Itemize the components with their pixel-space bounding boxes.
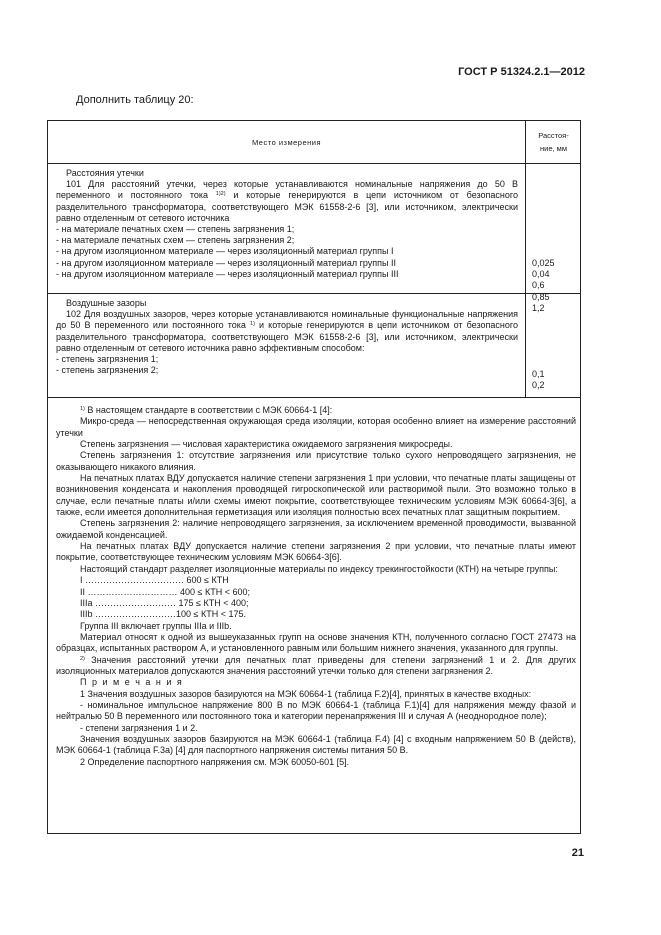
- table-notes: [56, 405, 576, 768]
- note-pollution-degree: Степень загрязнения — числовая характеристика ожидаемого загрязнения микросреды.: [80, 439, 453, 450]
- creepage-item: - на другом изоляционном материале — через изоляционный материал группы II: [56, 257, 396, 268]
- remark-1a: - номинальное импульсное напряжение 800 В по МЭК 60664-1 (таблица F.1)[4] для напряжения между фазой и нейтралью 50 В переменного или постоянного тока и категории перенапряжения III и случая А (неоднородное поле);: [56, 699, 576, 722]
- note-group-3: Группа III включает группы IIIa и IIIb.: [80, 620, 232, 631]
- header-distance-line1: Расстоя-: [538, 131, 569, 140]
- header-distance: [526, 121, 581, 163]
- footnote-2: $^{2)}$ Значения расстояний утечки для печатных плат приведены для степени загрязнений 1 и 2. Для других изоляционных материалов допускаются значения расстояний утечки только для степени загрязнения 2.: [56, 654, 576, 676]
- page-number: 21: [571, 847, 584, 859]
- remark-1: 1 Значения воздушных зазоров базируются на МЭК 60664-1 (таблица F.2)[4], принятых в качестве входных:: [80, 688, 532, 699]
- creepage-paragraph: 101 Для расстояний утечки, через которые устанавливаются номинальные напряжения до 50 В переменного и постоянного тока $^{1)2)}$ и которые генерируются в цепи источником от безопасного разделительного трансформатора, соответствующего МЭК 61558-2-6 [3], или источником, электрически равно отделенным от сетевого источника: [56, 179, 518, 223]
- creepage-item: - на материале печатных схем — степень загрязнения 2;: [56, 235, 295, 246]
- creepage-item: - на другом изоляционном материале — через изоляционный материал группы III: [56, 268, 399, 279]
- remark-1c: Значения воздушных зазоров базируются на МЭК 60664-1 (таблица F.4) [4] с входным напряжением 50 В (действ), МЭК 60664-1 (таблица F.3а) [4] для паспортного напряжения системы питания 50 В.: [56, 733, 576, 756]
- note-pollution-degree-1: Степень загрязнения 1: отсутствие загрязнения или присутствие только сухого непроводящего загрязнения, не оказывающего никакого влияния.: [56, 450, 576, 472]
- note-material: Материал относят к одной из вышеуказанных групп на основе значения КТН, полученного согласно ГОСТ 27473 на образцах, испытанных раствором А, и установленного равным или большим нижнего значения, указанного для группы.: [56, 631, 576, 654]
- material-group: IIIa ……………………… 175 ≤ КТН < 400;: [80, 597, 249, 608]
- creepage-value: 0,025: [532, 258, 555, 268]
- note-pcb-degree-2: На печатных платах ВДУ допускается наличие степени загрязнения 2 при условии, что печатные платы имеют покрытие, соответствующее техническим условиям МЭК 60664-3[6].: [56, 541, 576, 563]
- note-pcb-degree-1: На печатных платах ВДУ допускается наличие степени загрязнения 1 при условии, что печатные платы защищены от возникновения конденсата и накопления проводящей гигроскопической или растворимой пыли. Это возможно только в случае, если печатные платы и/или схемы имеют покрытие, соответствующее техническим условиям МЭК 60664-3[6], а также, если имеется дополнительная герметизация или изоляция полностью всех печатных плат защитным покрытием.: [56, 473, 576, 518]
- creepage-value: 0,04: [532, 269, 550, 280]
- header-divider: [48, 163, 580, 164]
- clearance-paragraph: 102 Для воздушных зазоров, через которые устанавливаются номинальные функциональные напряжения до 50 В переменного или постоянного тока $^{1)}$ и которые генерируются в цепи источником от безопасного разделительного трансформатора, соответствующего МЭК 61558-2-6 [3], или источником, электрически равно отделенным от сетевого источника равно эффективным способом:: [56, 309, 518, 353]
- material-group: I …………………………… 600 ≤ КТН: [80, 575, 229, 586]
- note-micro-environment: Микро-среда — непосредственная окружающая среда изоляции, которая особенно влияет на измерение расстояний утечки: [56, 416, 576, 438]
- header-distance-line2: ние, мм: [540, 144, 567, 153]
- material-group: IIIb ………………………100 ≤ КТН < 175.: [80, 609, 246, 620]
- clearance-value: 0,1: [532, 369, 545, 379]
- header-measurement-place: Место измерения: [251, 137, 322, 147]
- clearance-values: [532, 369, 578, 391]
- remarks-heading: П р и м е ч а н и я: [80, 677, 184, 688]
- clearance-item: - степень загрязнения 1;: [56, 354, 159, 365]
- creepage-value: 1,2: [532, 302, 545, 313]
- notes-divider: [48, 397, 580, 398]
- creepage-title: Расстояния утечки: [66, 168, 144, 178]
- creepage-section: [56, 168, 518, 280]
- note-pollution-degree-2: Степень загрязнения 2: наличие непроводящего загрязнения, за исключением временной проводимости, вызванной ожидаемой конденсацией.: [56, 518, 576, 540]
- creepage-item: - на материале печатных схем — степень загрязнения 1;: [56, 224, 295, 235]
- section-divider: [48, 293, 580, 294]
- creepage-values: [532, 258, 578, 314]
- footnote-ref: 1)2): [215, 191, 226, 198]
- remark-2: 2 Определение паспортного напряжения см. МЭК 60050-601 [5].: [80, 756, 350, 767]
- creepage-item: - на другом изоляционном материале — через изоляционный материал группы I: [56, 246, 394, 257]
- table-20-addition: [47, 120, 581, 834]
- intro-text: Дополнить таблицу 20:: [76, 94, 194, 106]
- creepage-value: 0,6: [532, 280, 545, 291]
- remark-1b: - степени загрязнения 1 и 2.: [80, 722, 198, 733]
- material-group: II ………………………… 400 ≤ КТН < 600;: [80, 586, 250, 597]
- footnote-1: $^{1)}$ В настоящем стандарте в соответствии с МЭК 60664-1 [4]:: [80, 405, 333, 415]
- creepage-value: 0,85: [532, 291, 550, 302]
- standard-designation: ГОСТ Р 51324.2.1—2012: [458, 66, 585, 78]
- footnote-ref: 1): [250, 321, 255, 328]
- clearance-section: [56, 298, 518, 376]
- clearance-value: 0,2: [532, 380, 545, 391]
- clearance-title: Воздушные зазоры: [66, 298, 147, 308]
- note-groups-intro: Настоящий стандарт разделяет изоляционные материалы по индексу трекингостойкости (КТН) на четыре группы:: [80, 563, 558, 574]
- clearance-item: - степень загрязнения 2;: [56, 365, 159, 376]
